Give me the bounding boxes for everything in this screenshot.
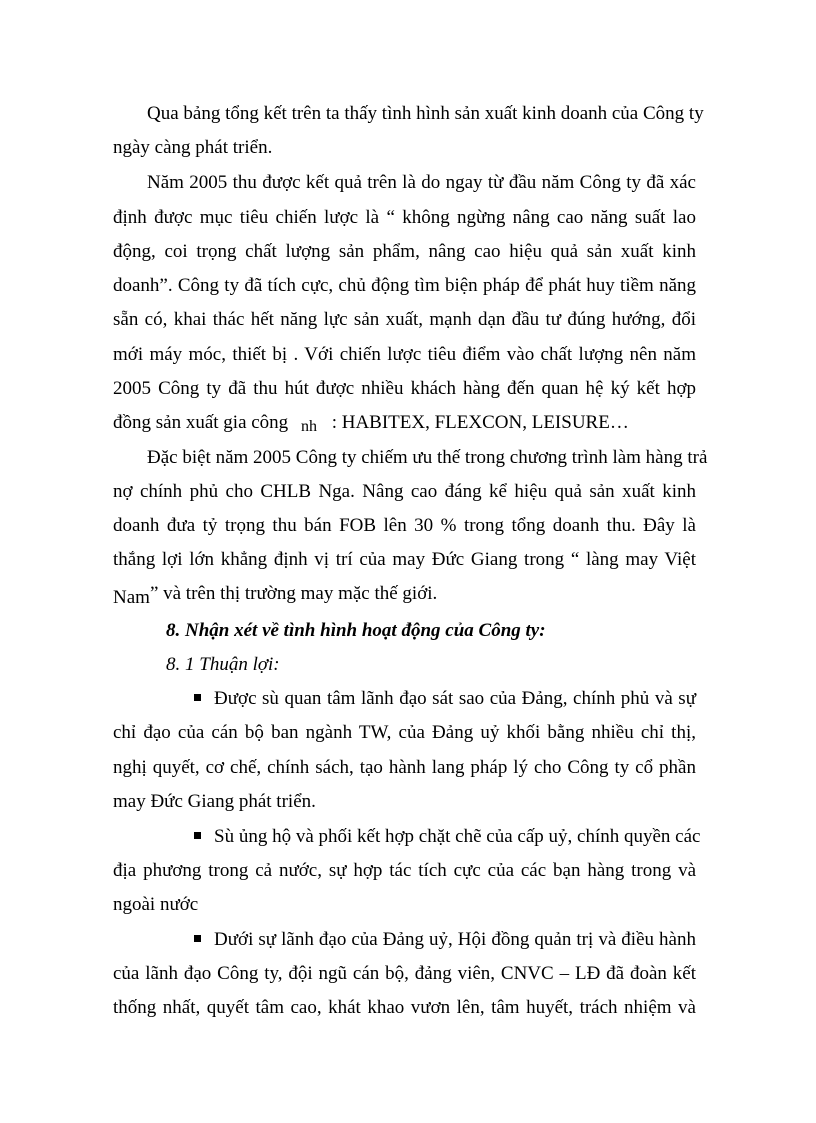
paragraph-2-line-5: sẵn có, khai thác hết năng lực sản xuất, mạnh dạn đầu tư đúng hướng, đổi: [113, 309, 696, 330]
bullet-square-icon: [194, 694, 201, 701]
paragraph-2-line-3: động, coi trọng chất lượng sản phẩm, nâng cao hiệu quả sản xuất kinh: [113, 241, 696, 262]
bullet-1-line-1: [194, 687, 696, 711]
paragraph-2-line-6: mới máy móc, thiết bị . Với chiến lược tiêu điểm vào chất lượng nên năm: [113, 344, 696, 365]
bullet-3-line-1-text: Dưới sự lãnh đạo của Đảng uỷ, Hội đồng quản trị và điều hành: [214, 929, 696, 950]
subsection-heading: 8. 1 Thuận lợi:: [166, 654, 280, 675]
section-heading: 8. Nhận xét về tình hình hoạt động của Công ty:: [166, 620, 546, 641]
bullet-1-line-3: nghị quyết, cơ chế, chính sách, tạo hành lang pháp lý cho Công ty cổ phần: [113, 757, 696, 778]
paragraph-2-line-8-fragment: nh: [300, 418, 317, 435]
paragraph-1-line-2: ngày càng phát triển.: [113, 137, 273, 158]
paragraph-3-line-5-part-a: Nam: [113, 587, 150, 608]
bullet-square-icon: [194, 935, 201, 942]
paragraph-3-line-5-part-b: ” và trên thị trường may mặc thế giới.: [149, 583, 438, 604]
paragraph-3-line-2: nợ chính phủ cho CHLB Nga. Nâng cao đáng kể hiệu quả sản xuất kinh: [113, 481, 696, 502]
paragraph-1-line-1: Qua bảng tổng kết trên ta thấy tình hình sản xuất kinh doanh của Công ty: [147, 103, 704, 124]
bullet-1-line-4: may Đức Giang phát triển.: [113, 791, 316, 812]
paragraph-2-line-8: [113, 411, 629, 436]
bullet-3-line-3: thống nhất, quyết tâm cao, khát khao vươn lên, tâm huyết, trách nhiệm và: [113, 997, 696, 1018]
paragraph-2-line-7: 2005 Công ty đã thu hút được nhiều khách hàng đến quan hệ ký kết hợp: [113, 378, 696, 399]
paragraph-2-line-2: định được mục tiêu chiến lược là “ không ngừng nâng cao năng suất lao: [113, 207, 696, 228]
bullet-1-line-1-text: Được sù quan tâm lãnh đạo sát sao của Đảng, chính phủ và sự: [214, 688, 696, 709]
bullet-2-line-1: [194, 825, 701, 849]
bullet-3-line-1: [194, 928, 696, 952]
paragraph-2-line-8-part-c: : HABITEX, FLEXCON, LEISURE…: [331, 412, 629, 433]
bullet-3-line-2: của lãnh đạo Công ty, đội ngũ cán bộ, đảng viên, CNVC – LĐ đã đoàn kết: [113, 963, 696, 984]
paragraph-3-line-5: [113, 582, 437, 606]
paragraph-2-line-8-part-a: đồng sản xuất gia công: [113, 412, 289, 433]
paragraph-3-line-3: doanh đưa tỷ trọng thu bán FOB lên 30 % trong tổng doanh thu. Đây là: [113, 515, 696, 536]
paragraph-2-line-4: doanh”. Công ty đã tích cực, chủ động tìm biện pháp để phát huy tiềm năng: [113, 275, 696, 296]
paragraph-3-line-1: Đặc biệt năm 2005 Công ty chiếm ưu thế trong chương trình làm hàng trả: [147, 447, 708, 468]
paragraph-2-line-1: Năm 2005 thu được kết quả trên là do ngay từ đầu năm Công ty đã xác: [147, 172, 696, 193]
bullet-2-line-1-text: Sù ủng hộ và phối kết hợp chặt chẽ của cấp uỷ, chính quyền các: [214, 826, 701, 847]
bullet-1-line-2: chỉ đạo của cán bộ ban ngành TW, của Đảng uỷ khối bằng nhiều chỉ thị,: [113, 722, 696, 743]
paragraph-3-line-4: thắng lợi lớn khẳng định vị trí của may Đức Giang trong “ làng may Việt: [113, 549, 696, 570]
bullet-2-line-3: ngoài nước: [113, 894, 199, 915]
bullet-square-icon: [194, 832, 201, 839]
bullet-2-line-2: địa phương trong cả nước, sự hợp tác tích cực của các bạn hàng trong và: [113, 860, 696, 881]
